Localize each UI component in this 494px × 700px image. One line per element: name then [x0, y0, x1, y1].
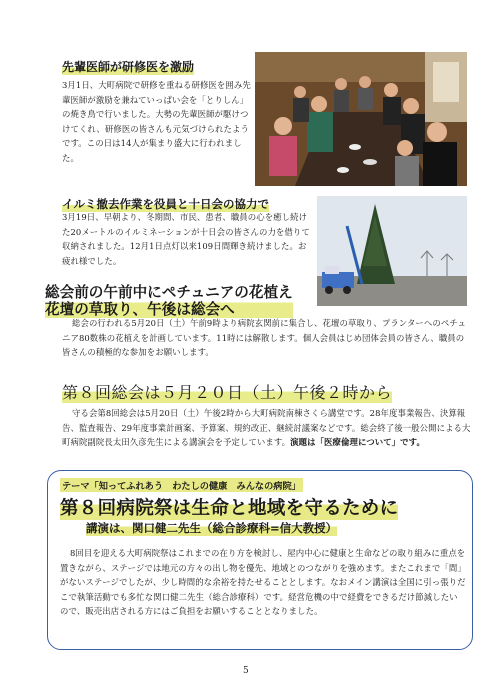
festival-body: 8回目を迎える大町病院祭はこれまでの在り方を検討し、屋内中心に健康と生命などの取り組みに重点を置きながら、ステージでは地元の方々の出し物を優先、地域とのつながりを強めます。またこれまで「間」がないステージでしたが、少し時間的な余裕を持たせることとします。なおメイン講演は全国に引っ張りだこで執筆活動でも多忙な関口健二先生（総合診療科）です。経営危機の中で経費をできるだけ節減したいので、販売出店される方にはご負担をお願いすることとなりました。 — [60, 548, 466, 617]
section2-body: 3月19日、早朝より、冬期間、市民、患者、職員の心を癒し続けた20メートルのイルミネーションが十日会の皆さんの力を借りて収納されました。12月1日点灯以来109日間輝き続けました。お疲れ様でした。 — [62, 212, 310, 266]
festival-theme: テーマ「知ってふれあう わたしの健康 みんなの病院」 — [60, 478, 303, 492]
section2-heading: イルミ撤去作業を役員と十日会の協力で — [62, 197, 269, 211]
doctors-gathering-photo — [255, 52, 467, 186]
festival-title: 第８回病院祭は生命と地域を守るために — [60, 494, 398, 520]
illumination-tree-photo — [317, 196, 467, 306]
section3-heading-line2: 花壇の草取り、午後は総会へ — [45, 301, 235, 318]
section4-heading: 第８回総会は５月２０日（土）午後２時から — [62, 380, 392, 403]
section3-heading-line1: 総会前の午前中にペチュニアの花植え — [45, 284, 293, 301]
section1-heading: 先輩医師が研修医を激励 — [62, 60, 195, 74]
section4-lecture-title: 演題は「医療倫理について」です。 — [290, 437, 425, 448]
festival-subtitle: 講演は、関口健二先生（総合診療科=信大教授） — [86, 521, 338, 535]
page-number: 5 — [243, 666, 249, 676]
section4-body — [62, 406, 472, 450]
section4-body-text: 守る会第8回総会は5月20日（土）午後2時から大町病院南棟さくら講堂です。28年度事業報告、決算報告、監査報告、29年度事業計画案、予算案、規約改正、継続討議案などです。総会終了後一般公開による大町病院副院長太田久彦先生による講演会を予定しています。 — [62, 408, 471, 448]
section3-body: 総会の行われる5月20日（土）午前9時より病院玄関前に集合し、花壇の草取り、プランターへのペチュニア80数株の花植えを計画しています。11時には解散します。個人会員はじめ団体会員の皆さん、職員の皆さんの積極的な参加をお願いします。 — [62, 318, 467, 358]
section1-body: 3月1日、大町病院で研修を重ねる研修医を囲み先輩医師が激励を兼ねていっぱい会を「とりしん」の焼き鳥で行いました。大勢の先輩医師が駆けつけてくれ、研修医の皆さんも元気づけられたようです。この日は14人が集まり盛大に行われました。 — [62, 80, 251, 163]
section3-heading — [45, 284, 293, 318]
